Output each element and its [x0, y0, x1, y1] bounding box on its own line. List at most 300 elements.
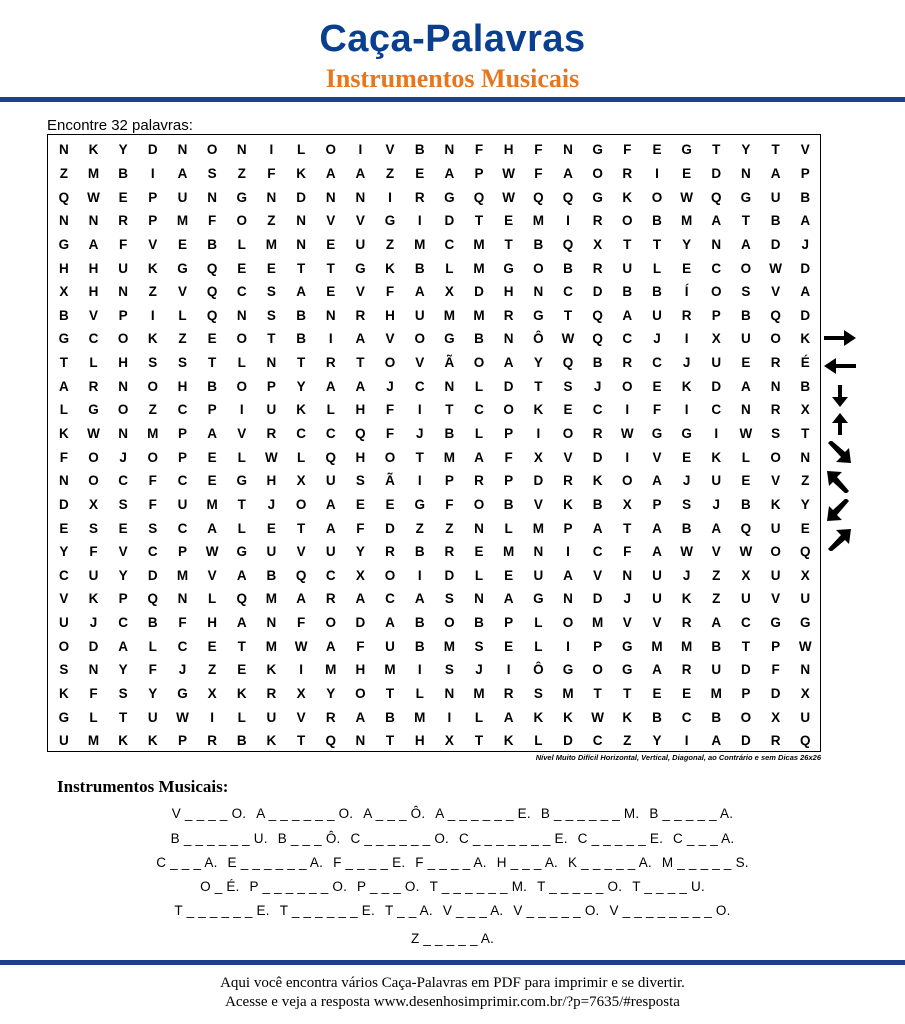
- grid-cell[interactable]: B: [533, 236, 544, 252]
- grid-cell[interactable]: M: [206, 496, 218, 512]
- grid-cell[interactable]: E: [415, 165, 425, 181]
- grid-cell[interactable]: X: [593, 236, 603, 252]
- grid-cell[interactable]: N: [444, 686, 455, 702]
- grid-cell[interactable]: O: [355, 686, 366, 702]
- grid-cell[interactable]: T: [504, 236, 513, 252]
- grid-cell[interactable]: D: [147, 142, 158, 158]
- grid-cell[interactable]: F: [119, 236, 128, 252]
- grid-cell[interactable]: S: [266, 307, 276, 323]
- grid-cell[interactable]: Q: [295, 567, 307, 583]
- grid-cell[interactable]: V: [296, 709, 306, 725]
- grid-cell[interactable]: Z: [178, 331, 187, 347]
- grid-cell[interactable]: V: [652, 449, 662, 465]
- grid-cell[interactable]: D: [592, 591, 603, 607]
- grid-cell[interactable]: V: [415, 355, 425, 371]
- grid-cell[interactable]: M: [562, 686, 574, 702]
- grid-cell[interactable]: I: [536, 426, 541, 441]
- grid-cell[interactable]: F: [504, 449, 513, 465]
- grid-cell[interactable]: X: [59, 284, 69, 300]
- grid-cell[interactable]: A: [503, 591, 514, 607]
- grid-cell[interactable]: B: [414, 544, 425, 560]
- grid-cell[interactable]: K: [711, 449, 722, 465]
- grid-cell[interactable]: V: [652, 615, 662, 631]
- grid-cell[interactable]: Q: [325, 449, 336, 465]
- grid-cell[interactable]: Q: [562, 355, 574, 371]
- grid-cell[interactable]: O: [88, 473, 99, 489]
- grid-cell[interactable]: F: [207, 213, 217, 229]
- grid-cell[interactable]: R: [118, 213, 129, 229]
- grid-cell[interactable]: U: [266, 709, 277, 725]
- grid-cell[interactable]: D: [800, 260, 811, 276]
- grid-cell[interactable]: A: [207, 520, 217, 536]
- grid-cell[interactable]: M: [443, 307, 455, 323]
- word-search-grid[interactable]: [47, 134, 821, 752]
- grid-cell[interactable]: Q: [799, 544, 811, 560]
- grid-cell[interactable]: N: [266, 189, 277, 205]
- grid-cell[interactable]: K: [58, 686, 69, 702]
- grid-cell[interactable]: L: [237, 355, 246, 371]
- grid-cell[interactable]: N: [266, 615, 277, 631]
- grid-cell[interactable]: G: [236, 189, 248, 205]
- grid-cell[interactable]: R: [207, 733, 217, 749]
- grid-cell[interactable]: H: [207, 615, 217, 631]
- grid-cell[interactable]: V: [237, 426, 247, 441]
- grid-cell[interactable]: C: [444, 236, 455, 252]
- grid-cell[interactable]: V: [563, 449, 573, 465]
- grid-cell[interactable]: P: [593, 638, 603, 654]
- grid-cell[interactable]: U: [652, 591, 662, 607]
- grid-cell[interactable]: S: [533, 686, 543, 702]
- grid-cell[interactable]: Í: [684, 284, 689, 300]
- grid-cell[interactable]: T: [652, 236, 662, 252]
- grid-cell[interactable]: S: [474, 638, 484, 654]
- grid-cell[interactable]: S: [207, 165, 217, 181]
- grid-cell[interactable]: S: [444, 591, 454, 607]
- grid-cell[interactable]: A: [236, 567, 247, 583]
- grid-cell[interactable]: U: [711, 473, 722, 489]
- grid-cell[interactable]: V: [177, 284, 187, 300]
- grid-cell[interactable]: O: [295, 496, 307, 512]
- grid-cell[interactable]: U: [711, 355, 722, 371]
- grid-cell[interactable]: Y: [652, 733, 662, 749]
- grid-cell[interactable]: T: [296, 260, 306, 276]
- grid-cell[interactable]: G: [58, 331, 70, 347]
- grid-cell[interactable]: C: [325, 567, 336, 583]
- grid-cell[interactable]: R: [592, 213, 603, 229]
- grid-cell[interactable]: P: [148, 189, 158, 205]
- grid-cell[interactable]: F: [474, 142, 484, 158]
- grid-cell[interactable]: V: [326, 213, 336, 229]
- grid-cell[interactable]: M: [443, 449, 455, 465]
- grid-cell[interactable]: L: [89, 355, 98, 371]
- grid-cell[interactable]: S: [444, 662, 454, 678]
- grid-cell[interactable]: D: [770, 236, 781, 252]
- grid-cell[interactable]: H: [355, 449, 366, 465]
- grid-cell[interactable]: Q: [533, 189, 544, 205]
- grid-cell[interactable]: F: [89, 686, 98, 702]
- grid-cell[interactable]: Z: [385, 165, 395, 181]
- grid-cell[interactable]: E: [237, 260, 247, 276]
- grid-cell[interactable]: A: [207, 426, 217, 441]
- grid-cell[interactable]: B: [147, 615, 158, 631]
- grid-cell[interactable]: F: [385, 284, 395, 300]
- grid-cell[interactable]: W: [739, 544, 753, 560]
- grid-cell[interactable]: P: [118, 591, 128, 607]
- grid-cell[interactable]: T: [326, 260, 335, 276]
- grid-cell[interactable]: N: [800, 662, 811, 678]
- grid-cell[interactable]: E: [682, 686, 692, 702]
- grid-cell[interactable]: C: [118, 615, 129, 631]
- grid-cell[interactable]: H: [88, 284, 99, 300]
- grid-cell[interactable]: E: [741, 473, 751, 489]
- grid-cell[interactable]: L: [237, 236, 246, 252]
- grid-cell[interactable]: L: [534, 615, 543, 631]
- grid-cell[interactable]: N: [741, 165, 751, 181]
- grid-cell[interactable]: Z: [59, 165, 68, 181]
- grid-cell[interactable]: Z: [148, 402, 157, 418]
- grid-cell[interactable]: V: [59, 591, 69, 607]
- grid-cell[interactable]: C: [177, 638, 188, 654]
- grid-cell[interactable]: I: [684, 733, 689, 749]
- grid-cell[interactable]: H: [355, 662, 366, 678]
- grid-cell[interactable]: H: [88, 260, 99, 276]
- grid-cell[interactable]: F: [652, 402, 662, 418]
- grid-cell[interactable]: M: [710, 686, 722, 702]
- grid-cell[interactable]: G: [681, 142, 692, 158]
- grid-cell[interactable]: K: [622, 709, 633, 725]
- grid-cell[interactable]: C: [88, 331, 99, 347]
- grid-cell[interactable]: C: [592, 402, 603, 418]
- grid-cell[interactable]: T: [623, 686, 632, 702]
- grid-cell[interactable]: P: [741, 686, 751, 702]
- grid-cell[interactable]: V: [800, 142, 810, 158]
- grid-cell[interactable]: G: [592, 189, 603, 205]
- grid-cell[interactable]: V: [355, 213, 365, 229]
- grid-cell[interactable]: I: [417, 473, 422, 489]
- grid-cell[interactable]: A: [325, 165, 336, 181]
- grid-cell[interactable]: R: [88, 378, 99, 394]
- grid-cell[interactable]: K: [266, 733, 277, 749]
- grid-cell[interactable]: V: [771, 284, 781, 300]
- grid-cell[interactable]: G: [740, 189, 752, 205]
- grid-cell[interactable]: L: [652, 260, 662, 276]
- grid-cell[interactable]: M: [176, 213, 189, 229]
- grid-cell[interactable]: Z: [623, 733, 632, 749]
- grid-cell[interactable]: N: [563, 591, 573, 607]
- grid-cell[interactable]: V: [88, 307, 98, 323]
- grid-cell[interactable]: L: [89, 709, 98, 725]
- grid-cell[interactable]: N: [88, 213, 99, 229]
- grid-cell[interactable]: Q: [592, 307, 603, 323]
- grid-cell[interactable]: U: [711, 662, 722, 678]
- grid-cell[interactable]: O: [88, 449, 99, 465]
- grid-cell[interactable]: J: [119, 449, 127, 465]
- grid-cell[interactable]: N: [266, 355, 277, 371]
- grid-cell[interactable]: O: [384, 355, 396, 371]
- footer-line-2[interactable]: Acesse e veja a resposta www.desenhosimprimir.com.br/?p=7635/#resposta: [225, 994, 680, 1010]
- grid-cell[interactable]: U: [800, 709, 811, 725]
- grid-cell[interactable]: S: [563, 378, 573, 394]
- grid-cell[interactable]: E: [504, 213, 514, 229]
- grid-cell[interactable]: U: [177, 189, 188, 205]
- grid-cell[interactable]: T: [771, 142, 780, 158]
- grid-cell[interactable]: M: [473, 686, 485, 702]
- grid-cell[interactable]: E: [682, 260, 692, 276]
- grid-cell[interactable]: M: [265, 591, 278, 607]
- grid-cell[interactable]: B: [770, 213, 781, 229]
- grid-cell[interactable]: H: [177, 378, 188, 394]
- grid-cell[interactable]: Y: [355, 544, 365, 560]
- grid-cell[interactable]: B: [503, 496, 514, 512]
- grid-cell[interactable]: A: [563, 165, 573, 181]
- grid-cell[interactable]: P: [177, 426, 187, 441]
- grid-cell[interactable]: T: [474, 213, 484, 229]
- grid-cell[interactable]: A: [563, 567, 573, 583]
- grid-cell[interactable]: O: [592, 165, 603, 181]
- grid-cell[interactable]: E: [385, 496, 395, 512]
- grid-cell[interactable]: Z: [712, 591, 721, 607]
- grid-cell[interactable]: D: [741, 733, 751, 749]
- grid-cell[interactable]: T: [563, 307, 573, 323]
- grid-cell[interactable]: P: [800, 165, 810, 181]
- grid-cell[interactable]: T: [445, 402, 454, 418]
- grid-cell[interactable]: B: [118, 165, 129, 181]
- grid-cell[interactable]: I: [566, 544, 570, 560]
- grid-cell[interactable]: E: [266, 260, 276, 276]
- grid-cell[interactable]: E: [326, 284, 336, 300]
- grid-cell[interactable]: P: [504, 615, 514, 631]
- grid-cell[interactable]: X: [88, 496, 98, 512]
- grid-cell[interactable]: M: [87, 733, 100, 749]
- grid-cell[interactable]: P: [118, 307, 128, 323]
- grid-cell[interactable]: Y: [148, 686, 158, 702]
- grid-cell[interactable]: Z: [712, 567, 721, 583]
- grid-cell[interactable]: C: [236, 284, 247, 300]
- grid-cell[interactable]: U: [770, 567, 781, 583]
- grid-cell[interactable]: T: [623, 236, 632, 252]
- grid-cell[interactable]: T: [296, 733, 306, 749]
- grid-cell[interactable]: H: [355, 402, 366, 418]
- grid-cell[interactable]: E: [59, 520, 69, 536]
- grid-cell[interactable]: M: [473, 260, 485, 276]
- grid-cell[interactable]: N: [533, 544, 544, 560]
- grid-cell[interactable]: O: [236, 331, 248, 347]
- grid-cell[interactable]: O: [384, 567, 396, 583]
- grid-cell[interactable]: E: [652, 686, 662, 702]
- grid-cell[interactable]: T: [385, 733, 395, 749]
- grid-cell[interactable]: A: [296, 591, 306, 607]
- grid-cell[interactable]: X: [355, 567, 365, 583]
- grid-cell[interactable]: E: [800, 520, 810, 536]
- grid-cell[interactable]: F: [534, 142, 543, 158]
- grid-cell[interactable]: R: [325, 591, 336, 607]
- grid-cell[interactable]: Q: [473, 189, 485, 205]
- grid-cell[interactable]: G: [533, 307, 544, 323]
- grid-cell[interactable]: M: [87, 165, 100, 181]
- grid-cell[interactable]: R: [563, 473, 573, 489]
- grid-cell[interactable]: A: [503, 709, 514, 725]
- grid-cell[interactable]: C: [118, 473, 129, 489]
- grid-cell[interactable]: F: [59, 449, 68, 465]
- grid-cell[interactable]: X: [296, 686, 306, 702]
- grid-cell[interactable]: O: [503, 402, 514, 418]
- grid-cell[interactable]: D: [741, 662, 751, 678]
- grid-cell[interactable]: C: [592, 733, 603, 749]
- grid-cell[interactable]: B: [800, 378, 811, 394]
- grid-cell[interactable]: J: [682, 473, 691, 489]
- grid-cell[interactable]: A: [622, 307, 633, 323]
- grid-cell[interactable]: J: [475, 662, 483, 678]
- grid-cell[interactable]: Y: [59, 544, 69, 560]
- grid-cell[interactable]: R: [592, 426, 603, 441]
- grid-cell[interactable]: F: [296, 615, 306, 631]
- grid-cell[interactable]: W: [620, 426, 634, 441]
- grid-cell[interactable]: A: [325, 496, 336, 512]
- grid-cell[interactable]: D: [474, 284, 484, 300]
- grid-cell[interactable]: W: [87, 426, 100, 441]
- grid-cell[interactable]: G: [58, 236, 70, 252]
- grid-cell[interactable]: T: [801, 426, 810, 441]
- grid-cell[interactable]: I: [388, 189, 392, 205]
- grid-cell[interactable]: G: [770, 615, 781, 631]
- grid-cell[interactable]: R: [266, 426, 277, 441]
- grid-cell[interactable]: N: [325, 307, 336, 323]
- grid-cell[interactable]: L: [237, 709, 246, 725]
- grid-cell[interactable]: A: [414, 284, 425, 300]
- grid-cell[interactable]: C: [681, 709, 692, 725]
- grid-cell[interactable]: Q: [206, 307, 218, 323]
- grid-cell[interactable]: U: [58, 615, 69, 631]
- grid-cell[interactable]: V: [533, 496, 543, 512]
- grid-cell[interactable]: R: [503, 686, 514, 702]
- grid-cell[interactable]: O: [147, 378, 159, 394]
- grid-cell[interactable]: A: [800, 213, 811, 229]
- grid-cell[interactable]: B: [414, 142, 425, 158]
- grid-cell[interactable]: R: [592, 260, 603, 276]
- grid-cell[interactable]: O: [711, 284, 722, 300]
- grid-cell[interactable]: P: [504, 426, 514, 441]
- grid-cell[interactable]: L: [237, 520, 246, 536]
- grid-cell[interactable]: I: [506, 662, 511, 678]
- grid-cell[interactable]: A: [385, 615, 395, 631]
- grid-cell[interactable]: A: [355, 331, 366, 347]
- grid-cell[interactable]: D: [533, 473, 544, 489]
- grid-cell[interactable]: B: [444, 426, 455, 441]
- grid-cell[interactable]: I: [447, 709, 452, 725]
- grid-cell[interactable]: I: [328, 331, 333, 347]
- grid-cell[interactable]: T: [207, 355, 217, 371]
- grid-cell[interactable]: O: [622, 378, 633, 394]
- grid-cell[interactable]: N: [355, 189, 366, 205]
- grid-cell[interactable]: I: [210, 709, 214, 725]
- grid-cell[interactable]: V: [771, 473, 781, 489]
- grid-cell[interactable]: I: [714, 426, 719, 441]
- grid-cell[interactable]: A: [711, 733, 722, 749]
- grid-cell[interactable]: R: [444, 544, 455, 560]
- grid-cell[interactable]: N: [800, 449, 811, 465]
- grid-cell[interactable]: R: [770, 733, 781, 749]
- grid-cell[interactable]: V: [593, 567, 603, 583]
- grid-cell[interactable]: M: [147, 426, 159, 441]
- grid-cell[interactable]: G: [799, 615, 811, 631]
- grid-cell[interactable]: P: [177, 544, 187, 560]
- grid-cell[interactable]: O: [58, 638, 70, 654]
- grid-cell[interactable]: I: [625, 402, 630, 418]
- grid-cell[interactable]: Q: [206, 260, 218, 276]
- grid-cell[interactable]: G: [414, 496, 425, 512]
- grid-cell[interactable]: O: [444, 615, 455, 631]
- grid-cell[interactable]: F: [623, 142, 632, 158]
- grid-cell[interactable]: K: [563, 709, 573, 725]
- grid-cell[interactable]: Ô: [533, 331, 544, 347]
- grid-cell[interactable]: N: [533, 284, 544, 300]
- grid-cell[interactable]: I: [358, 142, 363, 158]
- grid-cell[interactable]: J: [415, 426, 424, 441]
- grid-cell[interactable]: C: [385, 591, 395, 607]
- grid-cell[interactable]: P: [563, 520, 573, 536]
- grid-cell[interactable]: A: [355, 709, 366, 725]
- grid-cell[interactable]: R: [325, 355, 336, 371]
- grid-cell[interactable]: O: [117, 331, 129, 347]
- grid-cell[interactable]: G: [651, 426, 663, 441]
- grid-cell[interactable]: D: [563, 733, 573, 749]
- grid-cell[interactable]: B: [58, 307, 69, 323]
- grid-cell[interactable]: A: [414, 591, 425, 607]
- grid-cell[interactable]: Z: [207, 662, 217, 678]
- grid-cell[interactable]: J: [386, 378, 394, 394]
- grid-cell[interactable]: N: [770, 378, 781, 394]
- grid-cell[interactable]: B: [474, 615, 484, 631]
- grid-cell[interactable]: P: [148, 213, 158, 229]
- grid-cell[interactable]: X: [711, 331, 721, 347]
- grid-cell[interactable]: K: [88, 591, 99, 607]
- grid-cell[interactable]: K: [147, 733, 158, 749]
- grid-cell[interactable]: R: [770, 355, 781, 371]
- grid-cell[interactable]: A: [503, 355, 514, 371]
- grid-cell[interactable]: S: [148, 355, 158, 371]
- grid-cell[interactable]: W: [176, 709, 189, 725]
- grid-cell[interactable]: N: [58, 142, 69, 158]
- grid-cell[interactable]: O: [473, 496, 485, 512]
- grid-cell[interactable]: J: [267, 496, 276, 512]
- grid-cell[interactable]: R: [503, 307, 514, 323]
- grid-cell[interactable]: X: [444, 733, 454, 749]
- grid-cell[interactable]: M: [265, 638, 278, 654]
- grid-cell[interactable]: D: [58, 496, 69, 512]
- grid-cell[interactable]: G: [384, 213, 396, 229]
- grid-cell[interactable]: U: [652, 307, 662, 323]
- grid-cell[interactable]: R: [414, 189, 425, 205]
- grid-cell[interactable]: C: [177, 473, 188, 489]
- grid-cell[interactable]: U: [266, 544, 277, 560]
- grid-cell[interactable]: E: [682, 449, 692, 465]
- grid-cell[interactable]: A: [711, 520, 722, 536]
- grid-cell[interactable]: W: [798, 638, 812, 654]
- grid-cell[interactable]: W: [591, 709, 605, 725]
- grid-cell[interactable]: L: [415, 686, 424, 702]
- grid-cell[interactable]: U: [325, 473, 336, 489]
- grid-cell[interactable]: É: [800, 355, 810, 371]
- grid-cell[interactable]: D: [800, 307, 811, 323]
- grid-cell[interactable]: X: [207, 686, 217, 702]
- grid-cell[interactable]: U: [147, 709, 158, 725]
- grid-cell[interactable]: W: [680, 544, 693, 560]
- grid-cell[interactable]: R: [622, 165, 633, 181]
- grid-cell[interactable]: G: [236, 473, 248, 489]
- grid-cell[interactable]: E: [652, 378, 662, 394]
- grid-cell[interactable]: H: [118, 355, 129, 371]
- grid-cell[interactable]: G: [236, 544, 248, 560]
